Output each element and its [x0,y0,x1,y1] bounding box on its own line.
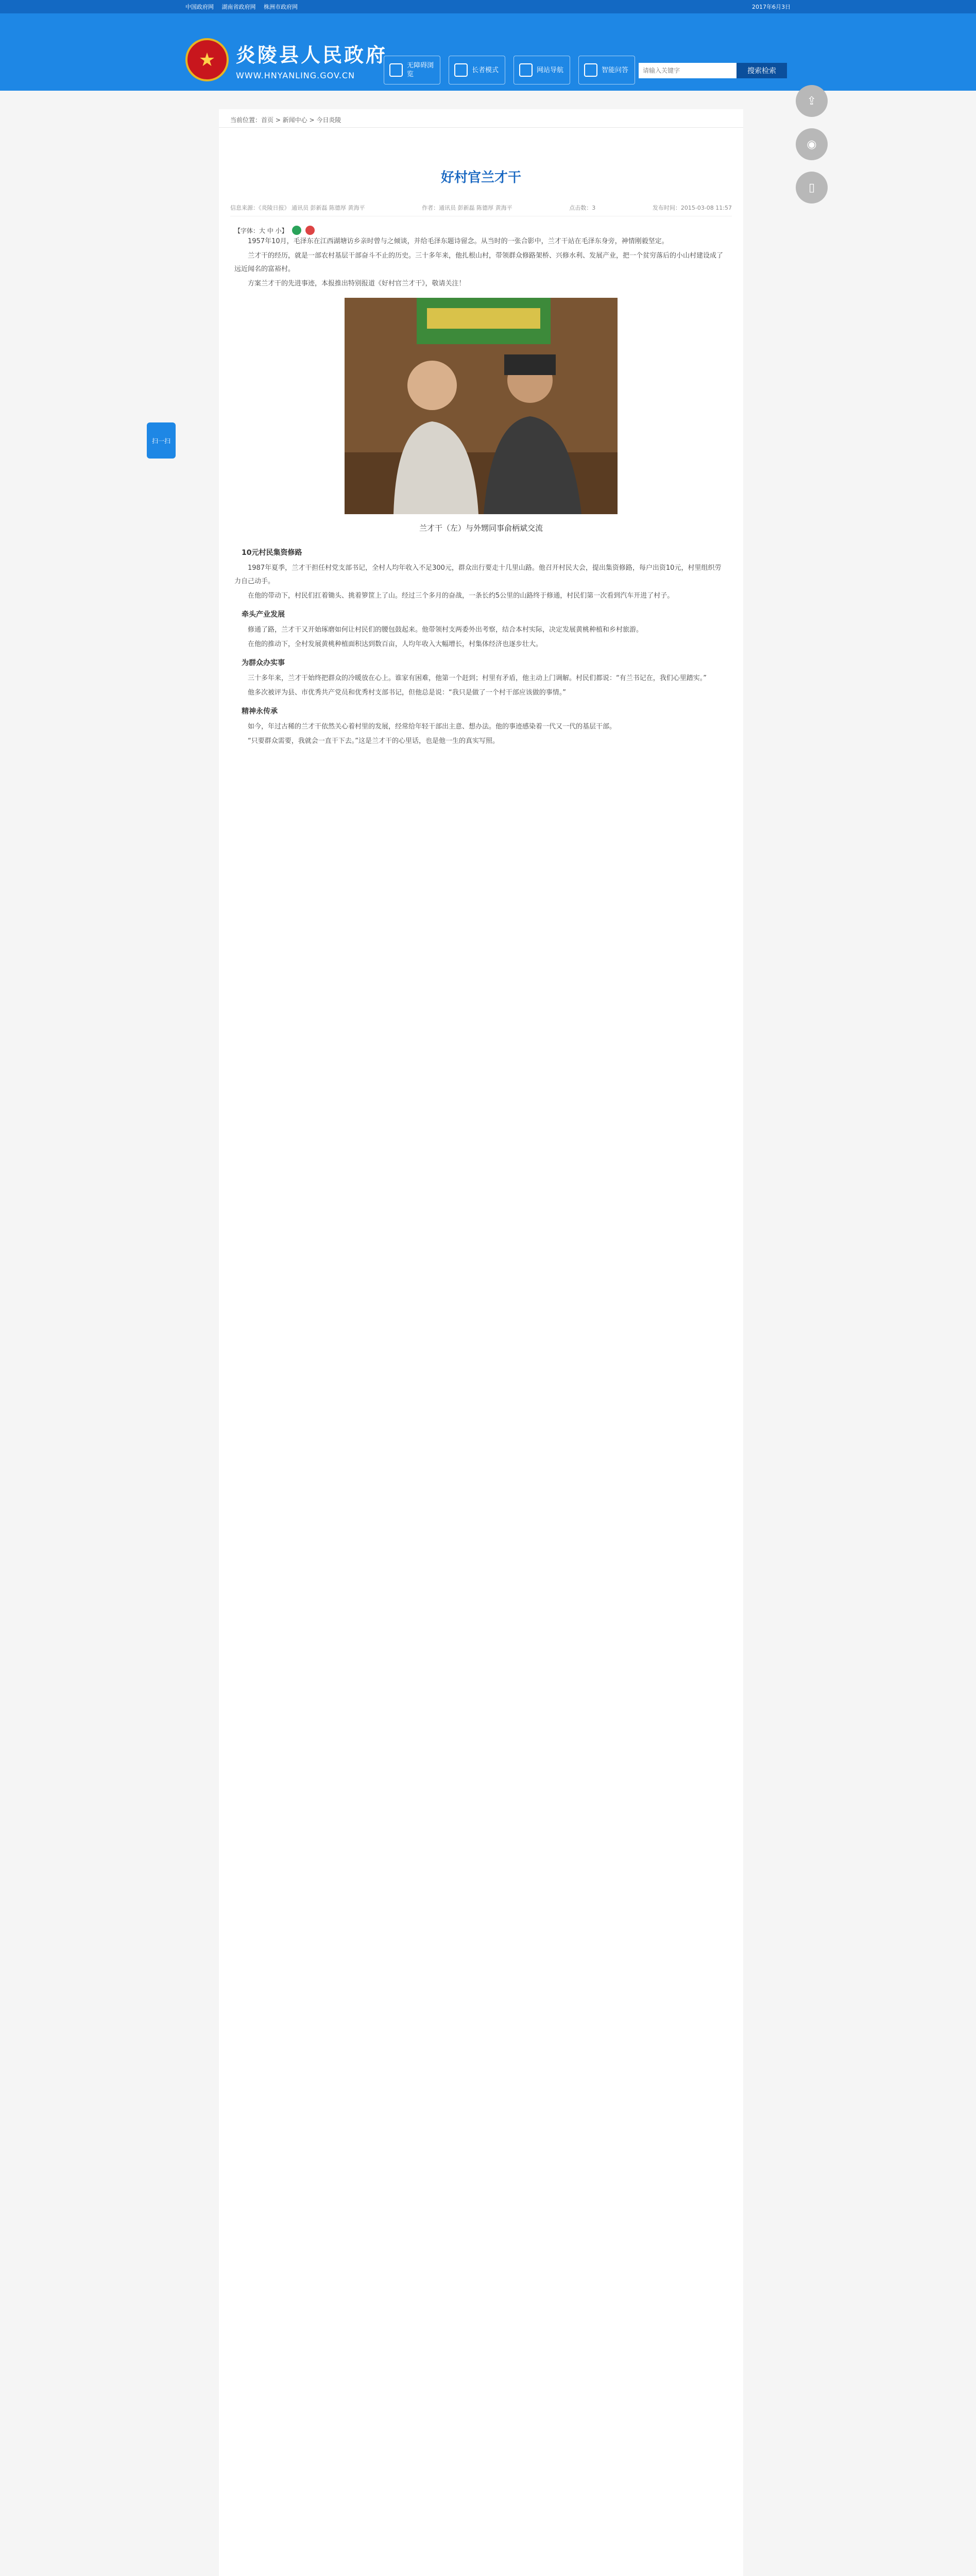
site-name-en: WWW.HNYANLING.GOV.CN [236,71,355,80]
section-1 [234,546,728,603]
section-heading: 为群众办实事 [242,659,285,667]
link-gov-cn[interactable]: 中国政府网 [185,4,214,10]
link-zhuzhou-gov[interactable]: 株洲市政府网 [264,4,298,10]
paragraph: 修通了路，兰才干又开始琢磨如何让村民们的腰包鼓起来。他带领村支两委外出考察，结合本村实际，决定发展黄桃种植和乡村旅游。 [248,626,643,634]
paragraph: 方案兰才干的先进事迹，本报推出特别报道《好村官兰才干》，敬请关注！ [248,280,466,287]
paragraph: 在他的推动下，全村发展黄桃种植面积达到数百亩，人均年收入大幅增长，村集体经济也逐步壮大。 [248,640,543,648]
elder-icon [454,63,468,77]
wechat-share-icon[interactable] [292,226,301,235]
quick-elder-mode[interactable]: 长者模式 [449,56,505,84]
article-photo [345,298,618,514]
quick-site-nav[interactable]: 网站导航 [513,56,570,84]
paragraph: 在他的带动下，村民们扛着锄头、挑着箩筐上了山。经过三个多月的奋战，一条长约5公里的山路终于修通，村民们第一次看到汽车开进了村子。 [248,592,674,600]
meta-source: 信息来源：《炎陵日报》 通讯员 彭新磊 陈德厚 黄海平 [230,205,365,211]
eye-icon[interactable]: ◉ [796,128,828,160]
quick-accessibility[interactable]: 无障碍浏览 [384,56,440,84]
paragraph: “只要群众需要，我就会一直干下去。”这是兰才干的心里话，也是他一生的真实写照。 [248,737,499,745]
mobile-icon[interactable]: ▯ [796,172,828,204]
article-meta [230,204,732,216]
article-title: 好村官兰才干 [440,170,521,185]
meta-date: 发布时间：2015-03-08 11:57 [652,205,732,211]
photo-caption: 兰才干（左）与外甥同事俞柄斌交流 [419,523,543,533]
section-heading: 10元村民集资修路 [242,549,302,557]
breadcrumb: 当前位置：首页 > 新闻中心 > 今日炎陵 [219,109,743,128]
article-tools [234,226,743,235]
national-emblem-icon: ★ [185,38,229,81]
side-toolbar [796,85,828,204]
section-heading: 精神永传承 [242,707,278,716]
weibo-share-icon[interactable] [305,226,315,235]
site-logo[interactable] [185,38,387,81]
section-heading: 牵头产业发展 [242,611,285,619]
meta-hits: 点击数：3 [569,205,596,211]
top-links [185,3,304,11]
site-name-cn: 炎陵县人民政府 [236,43,388,66]
section-3 [234,656,728,700]
share-icon[interactable]: ⇪ [796,85,828,117]
float-qr-widget[interactable]: 扫一扫 [147,422,176,459]
paragraph: 他多次被评为县、市优秀共产党员和优秀村支部书记，但他总是说：“我只是做了一个村干部应该做的事情。” [248,689,566,697]
article-container [219,109,743,2576]
link-hunan-gov[interactable]: 湖南省政府网 [221,4,256,10]
accessibility-icon [389,63,403,77]
section-4 [234,705,728,748]
paragraph: 兰才干的经历，就是一部农村基层干部奋斗不止的历史。三十多年来，他扎根山村，带领群众修路架桥、兴修水利、发展产业，把一个贫穷落后的小山村建设成了远近闻名的富裕村。 [234,252,724,273]
paragraph: 三十多年来，兰才干始终把群众的冷暖放在心上。谁家有困难，他第一个赶到；村里有矛盾，他主动上门调解。村民们都说：“有兰书记在，我们心里踏实。” [248,674,707,682]
photo-illustration [345,298,618,514]
site-header [0,13,976,91]
search-input[interactable] [639,63,737,78]
top-bar [0,0,976,13]
paragraph: 1957年10月，毛泽东在江西湖塘访乡亲时曾与之倾谈，并给毛泽东题诗留念。从当时的一张合影中，兰才干站在毛泽东身旁，神情刚毅坚定。 [248,238,669,245]
sitemap-icon [519,63,533,77]
paragraph: 如今，年过古稀的兰才干依然关心着村里的发展，经常给年轻干部出主意、想办法。他的事迹感染着一代又一代的基层干部。 [248,723,617,731]
article-body [219,235,743,748]
search-button[interactable]: 搜索检索 [737,63,787,78]
chat-icon [584,63,597,77]
section-2 [234,608,728,651]
top-date: 2017年6月3日 [752,4,791,10]
paragraph: 1987年夏季，兰才干担任村党支部书记，全村人均年收入不足300元，群众出行要走十几里山路。他召开村民大会，提出集资修路，每户出资10元，村里组织劳力自己动手。 [234,564,722,585]
font-size-switch[interactable]: 【字体：大 中 小】 [234,227,288,234]
section-0 [234,235,728,291]
search-box [639,63,787,78]
quick-ai-qa[interactable]: 智能问答 [578,56,635,84]
meta-author: 作者：通讯员 彭新磊 陈德厚 黄海平 [422,205,512,211]
quick-links [384,56,635,84]
